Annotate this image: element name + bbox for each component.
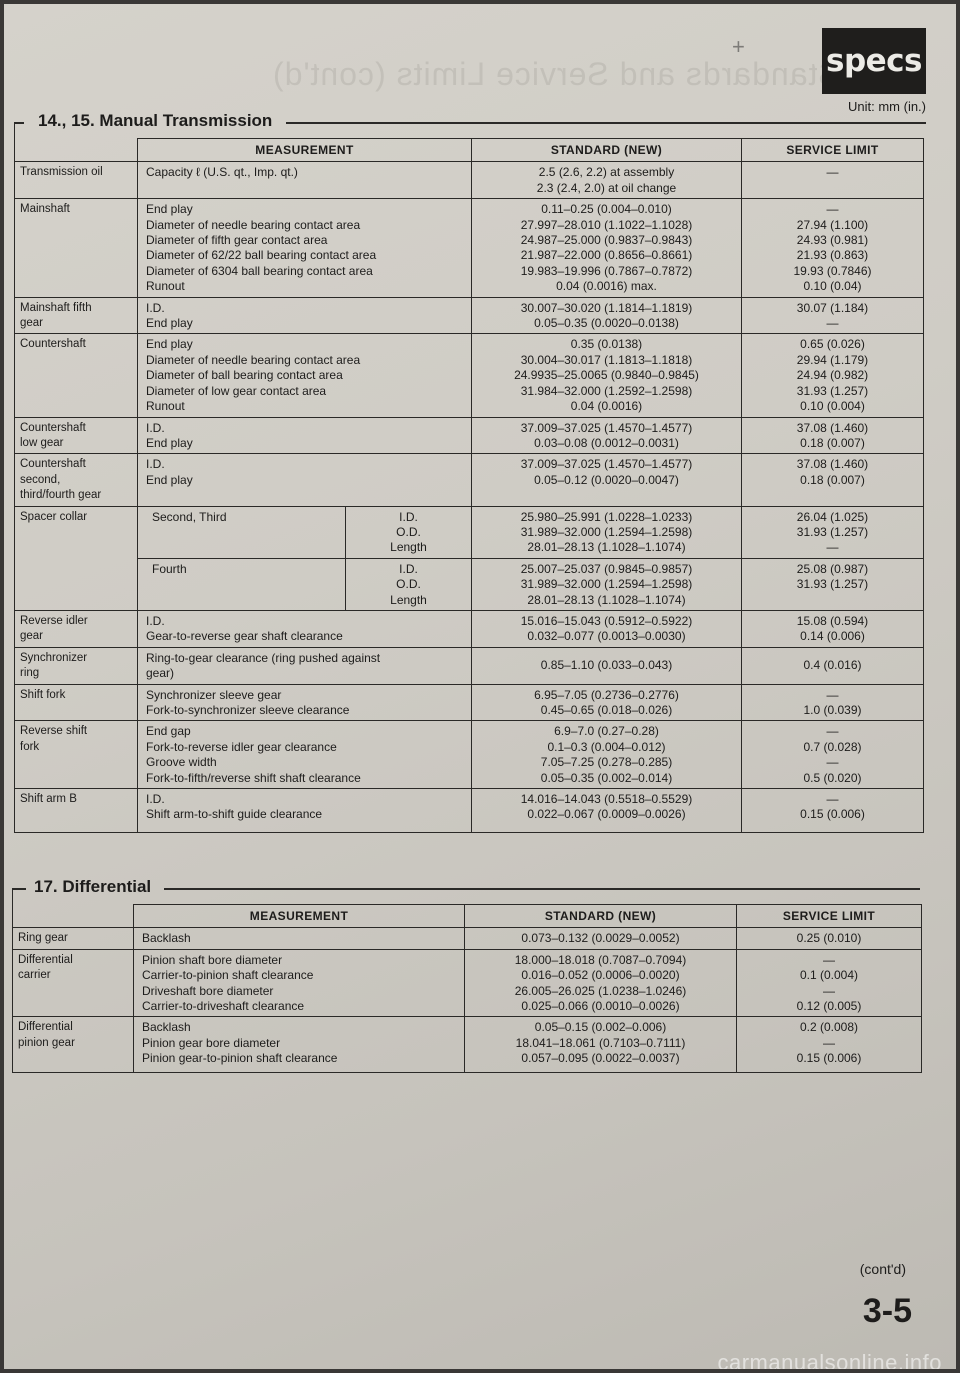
- component-name: Ring gear: [18, 932, 68, 945]
- standard-value: 7.05–7.25 (0.278–0.285): [540, 755, 673, 770]
- standard-value: 31.984–32.000 (1.2592–1.2598): [520, 383, 693, 398]
- header-standard: STANDARD (NEW): [465, 905, 737, 928]
- table-row: [15, 558, 924, 610]
- standard-value: 19.983–19.996 (0.7867–0.7872): [520, 263, 693, 278]
- standard-value: 30.004–30.017 (1.1813–1.1818): [520, 352, 693, 367]
- table-row: [13, 949, 922, 1017]
- standard-value: 6.95–7.05 (0.2736–0.2776): [534, 687, 679, 702]
- component-name: Countershaft: [20, 458, 86, 471]
- standard-value: 0.05–0.35 (0.0020–0.0138): [534, 316, 679, 331]
- measurement-item: End play: [146, 337, 193, 352]
- measurement-item: I.D.: [146, 457, 165, 472]
- component-name: Transmission oil: [20, 166, 103, 179]
- limit-value: 0.15 (0.006): [796, 1051, 862, 1066]
- limit-value: 1.0 (0.039): [803, 703, 862, 717]
- limit-value: 24.94 (0.982): [796, 368, 869, 383]
- measurement-item: Backlash: [142, 1020, 191, 1035]
- table-header-row: [15, 139, 924, 162]
- component-name: pinion gear: [18, 1036, 75, 1049]
- measurement-item: Carrier-to-pinion shaft clearance: [142, 968, 314, 983]
- measurement-item: Fork-to-reverse idler gear clearance: [146, 739, 337, 754]
- limit-value: —: [826, 724, 839, 739]
- standard-value: 2.3 (2.4, 2.0) at oil change: [536, 180, 677, 195]
- component-name: Reverse idler: [20, 614, 88, 627]
- standard-value: 0.022–0.067 (0.0009–0.0026): [527, 807, 686, 822]
- measurement-item: Backlash: [142, 931, 191, 946]
- measurement-item: Diameter of 62/22 ball bearing contact area: [146, 248, 377, 263]
- limit-value: 0.25 (0.010): [796, 931, 862, 946]
- limit-value: —: [826, 316, 839, 331]
- component-name: Mainshaft fifth: [20, 301, 92, 314]
- standard-value: 14.016–14.043 (0.5518–0.5529): [520, 792, 693, 807]
- standard-value: 24.987–25.000 (0.9837–0.9843): [520, 233, 693, 248]
- component-name: Synchronizer: [20, 651, 88, 664]
- table-row: [15, 789, 924, 833]
- section-title-manual-transmission: 14., 15. Manual Transmission: [38, 111, 273, 130]
- table-row: [15, 334, 924, 417]
- measurement-item: Pinion gear-to-pinion shaft clearance: [142, 1051, 338, 1066]
- limit-value: 27.94 (1.100): [796, 217, 869, 232]
- measurement-item: Synchronizer sleeve gear: [146, 687, 282, 702]
- standard-value: 26.005–26.025 (1.0238–1.0246): [514, 983, 687, 998]
- standard-value: 28.01–28.13 (1.1028–1.1074): [527, 592, 686, 607]
- component-name: carrier: [18, 969, 51, 982]
- section-rule: [12, 888, 26, 890]
- standard-value: 21.987–22.000 (0.8656–0.8661): [520, 248, 693, 263]
- limit-value: —: [826, 165, 839, 180]
- measurement-item: Length: [390, 592, 427, 607]
- measurement-item: I.D.: [399, 561, 418, 576]
- limit-value: 31.93 (1.257): [796, 577, 869, 592]
- table-header-row: [13, 905, 922, 928]
- component-name: second,: [20, 473, 61, 486]
- standard-value: 0.45–0.65 (0.018–0.026): [540, 703, 673, 717]
- limit-value: 25.08 (0.987): [796, 561, 869, 576]
- component-name: gear: [20, 317, 44, 330]
- measurement-item: Ring-to-gear clearance (ring pushed against: [146, 650, 381, 665]
- table-row: [13, 928, 922, 949]
- standard-value: 18.041–18.061 (0.7103–0.7111): [515, 1035, 686, 1050]
- measurement-item: Fork-to-fifth/reverse shift shaft clearance: [146, 770, 361, 785]
- component-name: Shift arm B: [20, 793, 77, 806]
- measurement-item: I.D.: [146, 420, 165, 435]
- standard-value: 25.980–25.991 (1.0228–1.0233): [520, 509, 693, 524]
- component-name: ring: [20, 667, 40, 680]
- table-row: [15, 199, 924, 297]
- standard-value: 0.073–0.132 (0.0029–0.0052): [521, 931, 680, 946]
- component-name: Spacer collar: [20, 510, 88, 523]
- limit-value: 0.18 (0.007): [800, 435, 865, 450]
- component-name: Differential: [18, 1021, 73, 1034]
- header-standard: STANDARD (NEW): [472, 139, 742, 162]
- limit-value: 29.94 (1.179): [796, 352, 869, 367]
- header-measurement: MEASUREMENT: [134, 905, 465, 928]
- limit-value: —: [826, 792, 839, 807]
- table-row: [15, 610, 924, 647]
- standard-value: 27.997–28.010 (1.1022–1.1028): [520, 217, 693, 232]
- limit-value: 19.93 (0.7846): [793, 263, 872, 278]
- limit-value: —: [823, 952, 835, 967]
- standard-value: 37.009–37.025 (1.4570–1.4577): [520, 420, 693, 435]
- standard-value: 0.04 (0.0016) max.: [556, 279, 657, 294]
- header-measurement: MEASUREMENT: [138, 139, 472, 162]
- standard-value: 18.000–18.018 (0.7087–0.7094): [514, 952, 687, 967]
- manual-page: [4, 4, 956, 1369]
- manual-transmission-table: [14, 138, 924, 833]
- pencil-mark: +: [732, 34, 745, 59]
- component-name: Shift fork: [20, 688, 66, 701]
- limit-value: 37.08 (1.460): [796, 457, 869, 472]
- measurement-item: Diameter of low gear contact area: [146, 383, 327, 398]
- measurement-item: Groove width: [146, 755, 217, 770]
- limit-value: 0.1 (0.004): [799, 968, 859, 983]
- table-row: [15, 647, 924, 684]
- standard-value: 6.9–7.0 (0.27–0.28): [554, 724, 659, 739]
- limit-value: 0.14 (0.006): [800, 629, 865, 644]
- limit-value: —: [826, 755, 839, 770]
- standard-value: 0.85–1.10 (0.033–0.043): [540, 658, 673, 673]
- section-rule: [286, 122, 926, 124]
- limit-value: 30.07 (1.184): [796, 300, 869, 315]
- standard-value: 0.05–0.12 (0.0020–0.0047): [534, 472, 679, 487]
- site-watermark: carmanualsonline.info: [717, 1350, 942, 1369]
- standard-value: 0.35 (0.0138): [570, 337, 643, 352]
- measurement-item: Diameter of fifth gear contact area: [146, 233, 328, 248]
- component-name: fork: [20, 740, 40, 753]
- measurement-item: End play: [146, 435, 193, 450]
- standard-value: 0.03–0.08 (0.0012–0.0031): [534, 435, 679, 450]
- limit-value: —: [826, 687, 839, 702]
- measurement-item: End gap: [146, 724, 191, 739]
- limit-value: 0.15 (0.006): [800, 807, 865, 822]
- measurement-item: End play: [146, 316, 193, 331]
- table-row: [15, 162, 924, 199]
- standard-value: 0.04 (0.0016): [570, 399, 643, 414]
- standard-value: 28.01–28.13 (1.1028–1.1074): [527, 540, 686, 555]
- limit-value: 24.93 (0.981): [796, 233, 869, 248]
- component-name: Mainshaft: [20, 203, 70, 216]
- standard-value: 37.009–37.025 (1.4570–1.4577): [520, 457, 693, 472]
- measurement-item: Carrier-to-driveshaft clearance: [142, 999, 305, 1014]
- standard-value: 31.989–32.000 (1.2594–1.2598): [520, 524, 693, 539]
- component-name: gear: [20, 630, 44, 643]
- measurement-item: End play: [146, 472, 193, 487]
- measurement-item: I.D.: [399, 509, 418, 524]
- limit-value: 15.08 (0.594): [796, 613, 869, 628]
- component-name: low gear: [20, 436, 64, 449]
- measurement-group: Fourth: [152, 561, 187, 576]
- table-row: [15, 417, 924, 454]
- standard-value: 0.016–0.052 (0.0006–0.0020): [521, 968, 680, 983]
- limit-value: 0.4 (0.016): [803, 658, 862, 673]
- component-name: third/fourth gear: [20, 489, 102, 502]
- limit-value: 31.93 (1.257): [796, 524, 869, 539]
- bleed-through-text: Standards and Service Limits (cont'd): [272, 56, 840, 92]
- component-name: Differential: [18, 953, 73, 966]
- table-row: [15, 454, 924, 506]
- table-row: [15, 684, 924, 721]
- measurement-item: Gear-to-reverse gear shaft clearance: [146, 629, 343, 644]
- measurement-item: Diameter of needle bearing contact area: [146, 217, 361, 232]
- limit-value: 31.93 (1.257): [796, 383, 869, 398]
- section-title-differential: 17. Differential: [34, 877, 152, 896]
- header-limit: SERVICE LIMIT: [742, 139, 924, 162]
- limit-value: —: [823, 1035, 835, 1050]
- limit-value: 0.5 (0.020): [803, 770, 862, 785]
- measurement-item: Length: [390, 540, 427, 555]
- measurement-item: Diameter of 6304 ball bearing contact area: [146, 263, 373, 278]
- measurement-item: O.D.: [396, 577, 421, 592]
- page-number: 3-5: [862, 1292, 912, 1330]
- limit-value: 0.2 (0.008): [799, 1020, 859, 1035]
- component-name: Countershaft: [20, 421, 86, 434]
- measurement-item: Diameter of needle bearing contact area: [146, 352, 361, 367]
- measurement-item: End play: [146, 202, 193, 217]
- standard-value: 2.5 (2.6, 2.2) at assembly: [538, 165, 675, 180]
- measurement-item: I.D.: [146, 300, 165, 315]
- header-limit: SERVICE LIMIT: [737, 905, 922, 928]
- continued-note: (cont'd): [859, 1261, 906, 1277]
- table-row: [13, 1017, 922, 1073]
- standard-value: 15.016–15.043 (0.5912–0.5922): [520, 613, 693, 628]
- table-row: [15, 506, 924, 558]
- measurement-item: Driveshaft bore diameter: [142, 983, 274, 998]
- limit-value: 0.18 (0.007): [800, 472, 865, 487]
- standard-value: 0.032–0.077 (0.0013–0.0030): [527, 629, 686, 644]
- section-rule: [164, 888, 920, 890]
- measurement-item: Shift arm-to-shift guide clearance: [146, 807, 323, 822]
- limit-value: —: [826, 202, 839, 217]
- standard-value: 0.025–0.066 (0.0010–0.0026): [521, 999, 680, 1014]
- differential-table: [12, 904, 922, 1073]
- standard-value: 0.05–0.35 (0.002–0.014): [540, 770, 673, 785]
- standard-value: 0.1–0.3 (0.004–0.012): [547, 739, 666, 754]
- standard-value: 31.989–32.000 (1.2594–1.2598): [520, 577, 693, 592]
- limit-value: 0.10 (0.004): [800, 399, 865, 414]
- standard-value: 0.11–0.25 (0.004–0.010): [541, 202, 672, 217]
- limit-value: 0.10 (0.04): [803, 279, 862, 294]
- section-rule: [14, 122, 24, 124]
- limit-value: 37.08 (1.460): [796, 420, 869, 435]
- table-row: [15, 297, 924, 334]
- measurement-item: Pinion gear bore diameter: [142, 1035, 281, 1050]
- limit-value: 0.12 (0.005): [796, 999, 862, 1014]
- specs-tab: specs: [822, 28, 926, 94]
- limit-value: —: [823, 983, 835, 998]
- measurement-item: O.D.: [396, 524, 421, 539]
- limit-value: 0.65 (0.026): [800, 337, 865, 352]
- standard-value: 24.9935–25.0065 (0.9840–0.9845): [514, 368, 699, 383]
- component-name: Reverse shift: [20, 725, 88, 738]
- table-row: [15, 721, 924, 789]
- unit-label: Unit: mm (in.): [848, 99, 926, 114]
- limit-value: 26.04 (1.025): [796, 509, 869, 524]
- measurement-item: Fork-to-synchronizer sleeve clearance: [146, 703, 350, 717]
- measurement-item: Pinion shaft bore diameter: [142, 952, 283, 967]
- limit-value: 0.7 (0.028): [803, 739, 862, 754]
- standard-value: 25.007–25.037 (0.9845–0.9857): [520, 561, 693, 576]
- limit-value: 21.93 (0.863): [796, 248, 869, 263]
- measurement-item: I.D.: [146, 613, 165, 628]
- component-name: Countershaft: [20, 338, 86, 351]
- measurement-group: Second, Third: [152, 509, 227, 524]
- standard-value: 30.007–30.020 (1.1814–1.1819): [520, 300, 693, 315]
- measurement-item: I.D.: [146, 792, 165, 807]
- limit-value: —: [826, 540, 839, 555]
- measurement-item: Runout: [146, 399, 185, 414]
- measurement-item: Diameter of ball bearing contact area: [146, 368, 343, 383]
- standard-value: 0.05–0.15 (0.002–0.006): [534, 1020, 667, 1035]
- measurement-item: Runout: [146, 279, 185, 294]
- standard-value: 0.057–0.095 (0.0022–0.0037): [521, 1051, 680, 1066]
- measurement-item: Capacity ℓ (U.S. qt., Imp. qt.): [146, 165, 298, 180]
- measurement-item: gear): [146, 666, 175, 681]
